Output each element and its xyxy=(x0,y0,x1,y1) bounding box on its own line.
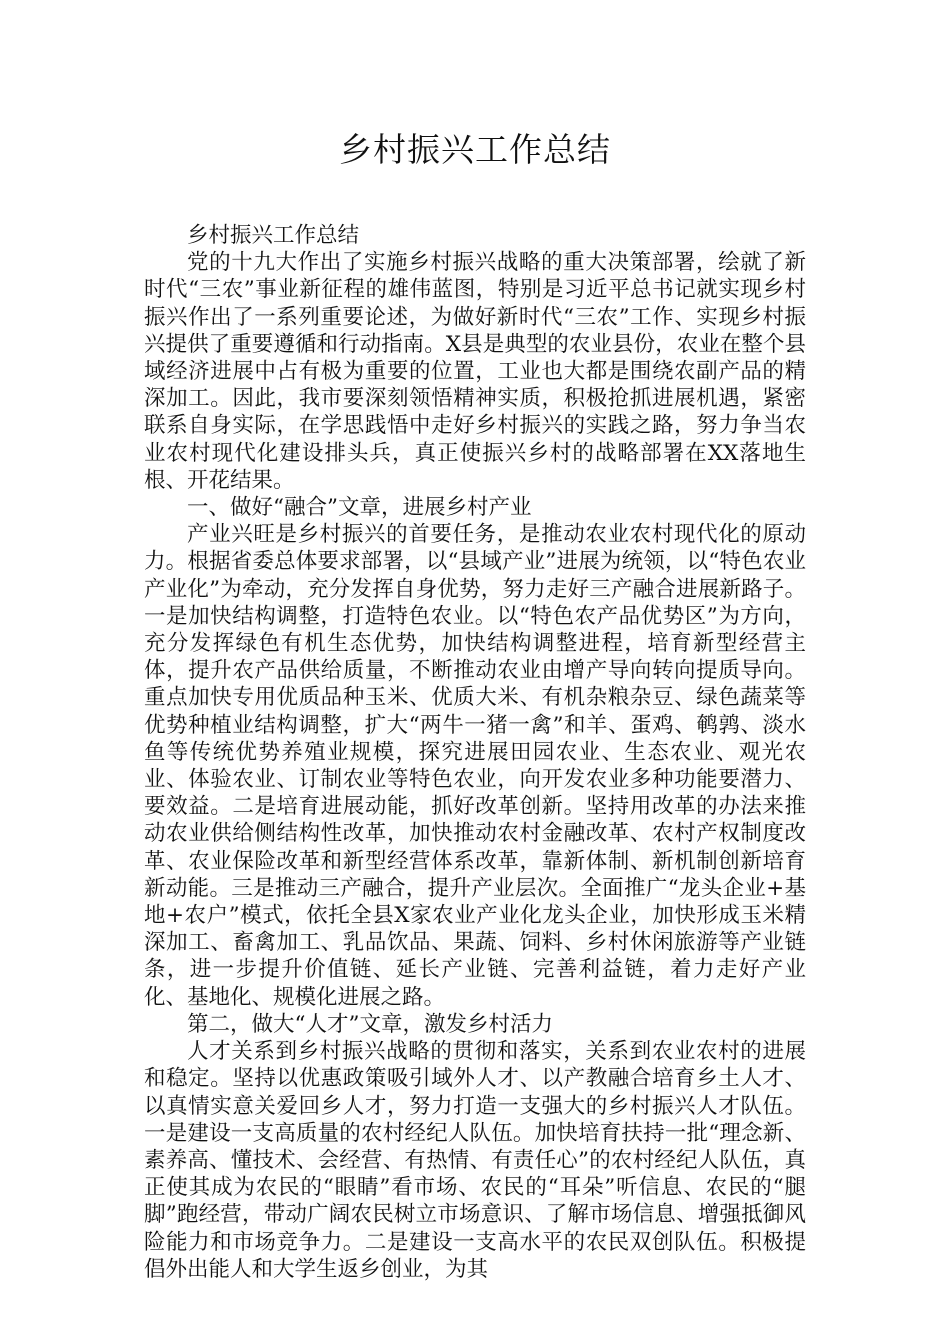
section-heading-industry: 一、做好“融合”文章，进展乡村产业 xyxy=(187,495,532,521)
document-title: 乡村振兴工作总结 xyxy=(339,130,611,169)
talent-paragraph: 人才关系到乡村振兴战略的贯彻和落实，关系到农业农村的进展和稳定。坚持以优惠政策吸引域外人才、以产教融合培育乡土人才、以真情实意关爱回乡人才，努力打造一支强大的乡村振兴人才队伍。一是建设一支高质量的农村经纪人队伍。加快培育扶持一批“理念新、素养高、懂技术、会经营、有热情、有责任心”的农村经纪人队伍，真正使其成为农民的“眼睛”看市场、农民的“耳朵”听信息、农民的“腿脚”跑经营，带动广阔农民树立市场意识、了解市场信息、增强抵御风险能力和市场竞争力。二是建设一支高水平的农民双创队伍。积极提倡外出能人和大学生返乡创业，为其 xyxy=(144,1039,806,1282)
intro-paragraph: 党的十九大作出了实施乡村振兴战略的重大决策部署，绘就了新时代“三农”事业新征程的雄伟蓝图，特别是习近平总书记就实现乡村振兴作出了一系列重要论述，为做好新时代“三农”工作、实现乡村振兴提供了重要遵循和行动指南。X县是典型的农业县份，农业在整个县域经济进展中占有极为重要的位置，工业也大都是围绕农副产品的精深加工。因此，我市要深刻领悟精神实质，积极抢抓进展机遇，紧密联系自身实际，在学思践悟中走好乡村振兴的实践之路，努力争当农业农村现代化建设排头兵，真正使振兴乡村的战略部署在XX落地生根、开花结果。 xyxy=(144,250,806,493)
body-heading-paragraph: 乡村振兴工作总结 xyxy=(187,223,360,248)
document-body xyxy=(144,222,806,1283)
section-heading-talent: 第二，做大“人才”文章，激发乡村活力 xyxy=(187,1011,553,1037)
industry-paragraph: 产业兴旺是乡村振兴的首要任务，是推动农业农村现代化的原动力。根据省委总体要求部署，以“县域产业”进展为统领，以“特色农业产业化”为牵动，充分发挥自身优势，努力走好三产融合进展新路子。一是加快结构调整，打造特色农业。以“特色农产品优势区”为方向，充分发挥绿色有机生态优势，加快结构调整进程，培育新型经营主体，提升农产品供给质量，不断推动农业由增产导向转向提质导向。重点加快专用优质品种玉米、优质大米、有机杂粮杂豆、绿色蔬菜等优势种植业结构调整，扩大“两牛一猪一禽”和羊、蛋鸡、鹌鹑、淡水鱼等传统优势养殖业规模，探究进展田园农业、生态农业、观光农业、体验农业、订制农业等特色农业，向开发农业多种功能要潜力、要效益。二是培育进展动能，抓好改革创新。坚持用改革的办法来推动农业供给侧结构性改革，加快推动农村金融改革、农村产权制度改革、农业保险改革和新型经营体系改革，靠新体制、新机制创新培育新动能。三是推动三产融合，提升产业层次。全面推广“龙头企业+基地+农户”模式，依托全县X家农业产业化龙头企业，加快形成玉米精深加工、畜禽加工、乳品饮品、果蔬、饲料、乡村休闲旅游等产业链条，进一步提升价值链、延长产业链、完善利益链，着力走好产业化、基地化、规模化进展之路。 xyxy=(144,522,806,1010)
